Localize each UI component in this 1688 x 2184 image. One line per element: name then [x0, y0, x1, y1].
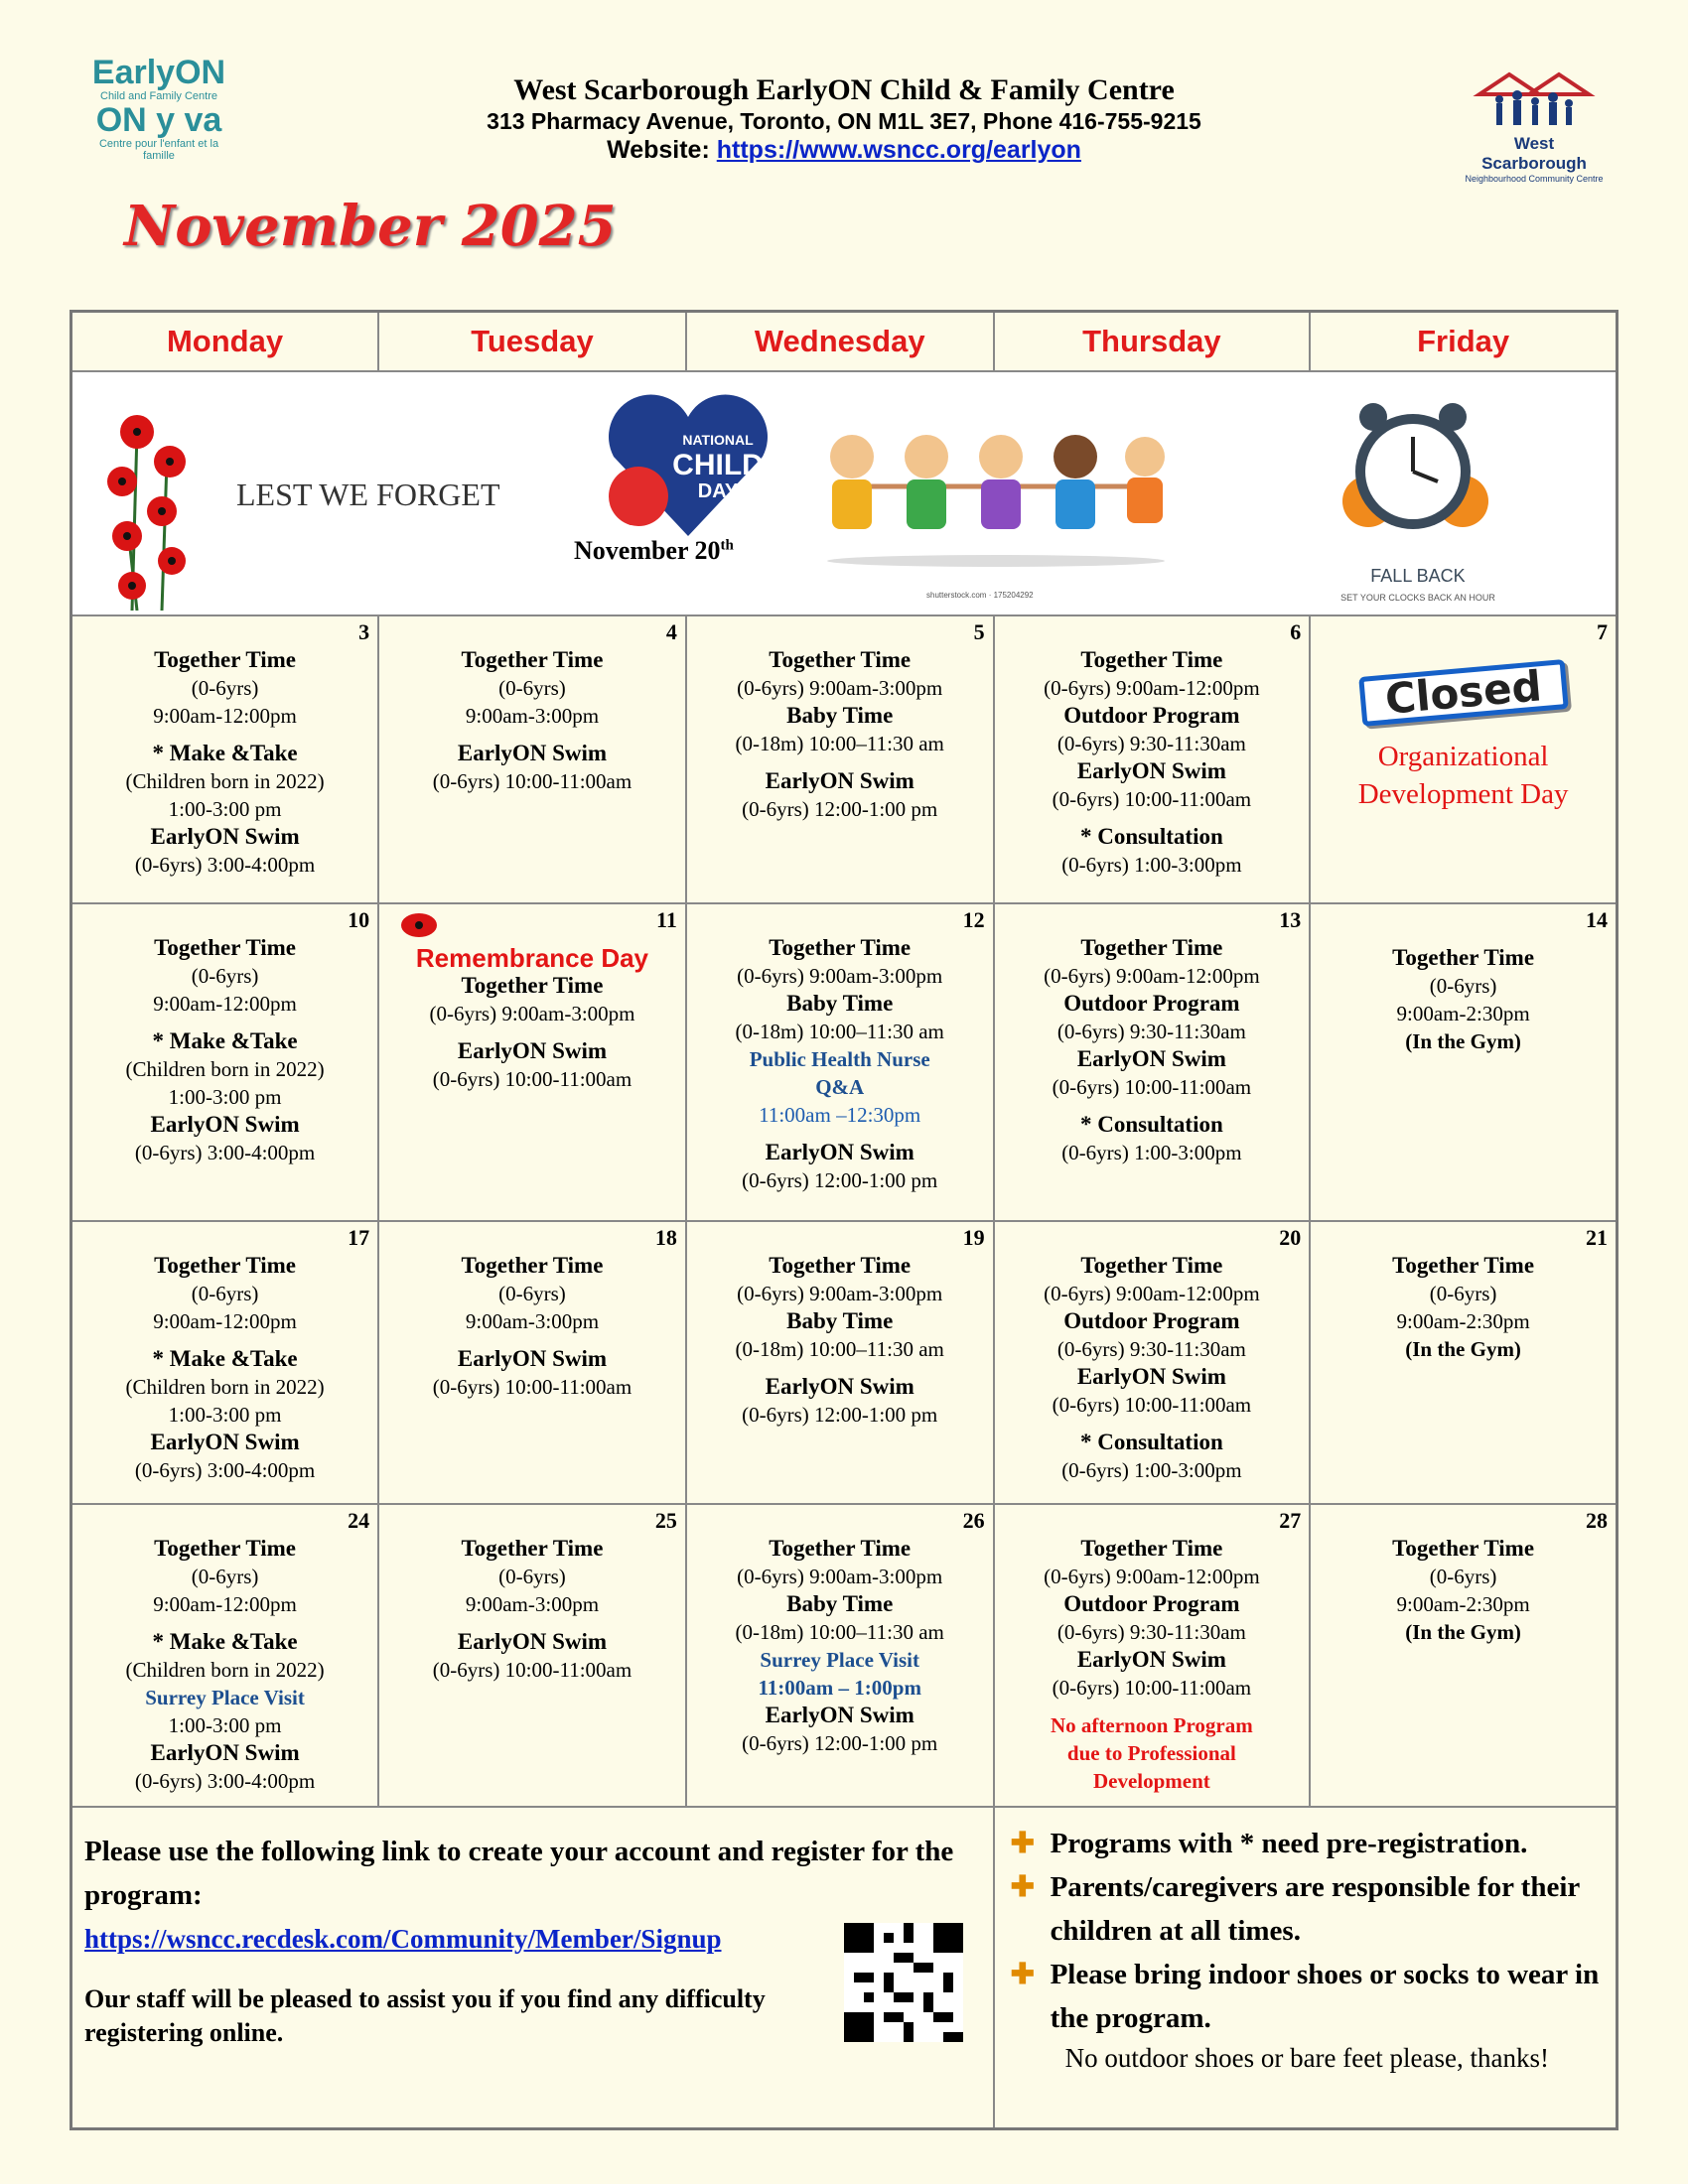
stock-credit: shutterstock.com · 175204292	[926, 591, 1034, 600]
program-detail: (0-6yrs) 1:00-3:00pm	[1061, 1141, 1242, 1164]
program-detail: 9:00am-3:00pm	[465, 1592, 600, 1616]
day-cell	[994, 615, 1311, 903]
fall-back-clock-icon	[1314, 392, 1512, 551]
calendar-weeks	[71, 615, 1618, 1807]
day-number: 24	[348, 1508, 370, 1533]
day-cell	[994, 903, 1311, 1221]
spacer	[379, 1618, 685, 1628]
program-detail: (0-6yrs)	[498, 1565, 566, 1588]
weekday-friday: Friday	[1310, 312, 1617, 372]
program-title: * Consultation	[1079, 1430, 1223, 1454]
day-cell	[1310, 1221, 1617, 1504]
org-address: 313 Pharmacy Avenue, Toronto, ON M1L 3E7, Phone 416-755-9215	[487, 108, 1201, 134]
spacer	[379, 1335, 685, 1345]
earlyon-logo: EarlyON Child and Family Centre ON y va Centre pour l'enfant et la famille	[91, 54, 226, 162]
program-title: Together Time	[461, 1536, 604, 1561]
poppy-icon	[399, 910, 439, 940]
special-event: 11:00am – 1:00pm	[758, 1676, 921, 1700]
fall-back-subtext: SET YOUR CLOCKS BACK AN HOUR	[1340, 593, 1495, 603]
program-title: Together Time	[154, 1253, 297, 1278]
week-row	[71, 903, 1618, 1221]
spacer	[72, 1618, 377, 1628]
day-cell	[994, 1221, 1311, 1504]
program-title: EarlyON Swim	[765, 1374, 914, 1399]
month-title: November 2025	[124, 194, 617, 259]
program-title: EarlyON Swim	[457, 741, 608, 765]
program-detail: (0-6yrs)	[498, 1282, 566, 1305]
remembrance-day-label: Remembrance Day	[415, 943, 649, 973]
notice-text: No afternoon Program	[1051, 1713, 1253, 1737]
program-title: EarlyON Swim	[1076, 1647, 1226, 1672]
day-cell	[378, 1221, 686, 1504]
program-title: EarlyON Swim	[765, 1703, 914, 1727]
program-detail: 1:00-3:00 pm	[168, 797, 282, 821]
day-cell	[686, 1504, 994, 1807]
program-detail: (0-6yrs) 10:00-11:00am	[1052, 1393, 1252, 1417]
program-detail: (0-6yrs) 10:00-11:00am	[1052, 1676, 1252, 1700]
spacer	[1311, 934, 1616, 944]
day-number: 3	[358, 619, 370, 644]
program-detail: (0-6yrs) 10:00-11:00am	[432, 1067, 633, 1091]
program-detail: (0-6yrs)	[191, 676, 259, 700]
note-item: ✚ Please bring indoor shoes or socks to wear in the program.	[1010, 1959, 1600, 2034]
program-detail: 9:00am-12:00pm	[153, 992, 297, 1016]
program-title: Baby Time	[786, 991, 894, 1016]
program-title: Together Time	[769, 647, 912, 672]
fall-back-text: FALL BACK	[1370, 566, 1466, 586]
program-detail: (0-6yrs) 9:00am-3:00pm	[737, 1282, 943, 1305]
registration-text: Please use the following link to create your account and register for the program:	[84, 1836, 954, 1911]
signup-link[interactable]: https://wsncc.recdesk.com/Community/Member/Signup	[84, 1924, 722, 1954]
program-title: Outdoor Program	[1063, 1308, 1240, 1333]
program-title: Outdoor Program	[1063, 1591, 1240, 1616]
program-detail: (0-6yrs) 9:00am-12:00pm	[1044, 1282, 1260, 1305]
poppy-flowers-icon	[92, 402, 202, 611]
day-number: 17	[348, 1225, 370, 1250]
program-title: Baby Time	[786, 1308, 894, 1333]
program-title: EarlyON Swim	[457, 1038, 608, 1063]
outdoor-shoes-note: No outdoor shoes or bare feet please, thanks!	[1064, 2043, 1549, 2073]
day-cell	[686, 1221, 994, 1504]
weekday-tuesday: Tuesday	[378, 312, 686, 372]
program-title: Together Time	[1392, 1253, 1535, 1278]
program-title: EarlyON Swim	[150, 824, 300, 849]
program-title: EarlyON Swim	[150, 1112, 300, 1137]
day-number: 4	[665, 619, 677, 644]
day-cell	[994, 1504, 1311, 1807]
program-detail: 9:00am-12:00pm	[153, 1592, 297, 1616]
program-title: Together Time	[1392, 1536, 1535, 1561]
program-detail: (0-6yrs) 10:00-11:00am	[432, 769, 633, 793]
special-event: Surrey Place Visit	[760, 1648, 919, 1672]
program-detail: (0-6yrs) 12:00-1:00 pm	[742, 1403, 938, 1427]
program-location: (In the Gym)	[1405, 1620, 1521, 1644]
program-title: Outdoor Program	[1063, 703, 1240, 728]
program-title: Baby Time	[786, 703, 894, 728]
program-title: Baby Time	[786, 1591, 894, 1616]
program-detail: 9:00am-12:00pm	[153, 704, 297, 728]
week-row	[71, 615, 1618, 903]
program-detail: (0-6yrs)	[191, 1282, 259, 1305]
spacer	[995, 1101, 1310, 1111]
spacer	[687, 1363, 993, 1373]
day-cell	[1310, 1504, 1617, 1807]
program-location: (In the Gym)	[1405, 1337, 1521, 1361]
week-row	[71, 1504, 1618, 1807]
program-detail: (0-6yrs)	[191, 1565, 259, 1588]
program-detail: (0-6yrs) 10:00-11:00am	[1052, 787, 1252, 811]
program-title: Together Time	[769, 935, 912, 960]
registration-info	[71, 1807, 994, 2129]
program-detail: (0-6yrs) 3:00-4:00pm	[134, 1141, 316, 1164]
program-title: EarlyON Swim	[765, 1140, 914, 1164]
day-cell	[71, 615, 379, 903]
day-cell	[1310, 903, 1617, 1221]
qr-code-icon	[844, 1923, 963, 2042]
assist-text: Our staff will be pleased to assist you if you find any difficulty registering online.	[84, 1984, 766, 2047]
program-detail: (0-6yrs) 9:00am-12:00pm	[1044, 676, 1260, 700]
program-title: EarlyON Swim	[150, 1430, 300, 1454]
day-number: 20	[1279, 1225, 1302, 1250]
weekday-wednesday: Wednesday	[686, 312, 994, 372]
program-detail: (0-6yrs) 10:00-11:00am	[432, 1375, 633, 1399]
day-number: 13	[1279, 907, 1302, 932]
day-number: 21	[1586, 1225, 1608, 1250]
program-detail: (Children born in 2022)	[125, 769, 325, 793]
program-title: EarlyON Swim	[765, 768, 914, 793]
day-number: 28	[1586, 1508, 1608, 1533]
program-title: * Consultation	[1079, 1112, 1223, 1137]
program-title: Together Time	[1080, 1253, 1223, 1278]
day-number: 5	[973, 619, 985, 644]
program-detail: (0-6yrs) 10:00-11:00am	[432, 1658, 633, 1682]
day-number: 10	[348, 907, 370, 932]
notice-text: due to Professional	[1066, 1741, 1236, 1765]
program-detail: (Children born in 2022)	[125, 1375, 325, 1399]
program-detail: (0-6yrs) 9:30-11:30am	[1056, 1620, 1246, 1644]
day-number: 6	[1290, 619, 1302, 644]
weekday-header-row	[71, 312, 1618, 372]
program-detail: (0-6yrs) 9:00am-3:00pm	[737, 676, 943, 700]
program-detail: (0-6yrs) 12:00-1:00 pm	[742, 1731, 938, 1755]
spacer	[72, 1018, 377, 1027]
program-detail: (0-18m) 10:00–11:30 am	[735, 1337, 944, 1361]
program-title: Together Time	[769, 1536, 912, 1561]
program-title: EarlyON Swim	[1076, 1046, 1226, 1071]
program-detail: (0-6yrs) 9:00am-12:00pm	[1044, 1565, 1260, 1588]
spacer	[995, 813, 1310, 823]
program-detail: (0-6yrs) 9:00am-3:00pm	[737, 1565, 943, 1588]
program-detail: (0-6yrs) 1:00-3:00pm	[1061, 853, 1242, 877]
program-title: Together Time	[769, 1253, 912, 1278]
program-title: * Make &Take	[152, 741, 298, 765]
org-name: West Scarborough EarlyON Child & Family Centre	[513, 73, 1175, 106]
banner-row	[71, 371, 1618, 615]
program-title: Together Time	[461, 1253, 604, 1278]
program-detail: (0-6yrs) 9:30-11:30am	[1056, 732, 1246, 755]
weekday-thursday: Thursday	[994, 312, 1311, 372]
program-detail: (0-6yrs) 9:00am-3:00pm	[737, 964, 943, 988]
calendar-table	[70, 310, 1618, 2130]
program-detail: (Children born in 2022)	[125, 1658, 325, 1682]
program-detail: 9:00am-3:00pm	[465, 704, 600, 728]
program-detail: (0-6yrs)	[1429, 974, 1497, 998]
day-cell	[378, 1504, 686, 1807]
day-cell	[71, 1221, 379, 1504]
community-people-icon	[1470, 69, 1599, 129]
program-title: * Make &Take	[152, 1629, 298, 1654]
special-event-time: 11:00am –12:30pm	[759, 1103, 921, 1127]
website-line: Website: https://www.wsncc.org/earlyon	[607, 136, 1081, 164]
day-number: 14	[1586, 907, 1608, 932]
program-title: * Make &Take	[152, 1346, 298, 1371]
program-detail: 1:00-3:00 pm	[168, 1085, 282, 1109]
day-number: 27	[1279, 1508, 1302, 1533]
program-detail: (0-6yrs) 9:30-11:30am	[1056, 1020, 1246, 1043]
program-detail: (0-6yrs) 1:00-3:00pm	[1061, 1458, 1242, 1482]
program-detail: (Children born in 2022)	[125, 1057, 325, 1081]
weekday-monday: Monday	[71, 312, 379, 372]
program-title: Together Time	[154, 647, 297, 672]
banner-cell	[71, 371, 1618, 615]
day-cell	[71, 903, 379, 1221]
program-detail: (0-6yrs)	[498, 676, 566, 700]
closed-sign: Closed	[1358, 659, 1568, 727]
program-detail: 9:00am-2:30pm	[1396, 1002, 1530, 1025]
program-detail: (0-6yrs) 9:00am-3:00pm	[429, 1002, 635, 1025]
program-detail: (0-18m) 10:00–11:30 am	[735, 1020, 944, 1043]
special-event: Q&A	[815, 1075, 865, 1099]
program-detail: 1:00-3:00 pm	[168, 1403, 282, 1427]
lest-we-forget-text: LEST WE FORGET	[236, 477, 500, 512]
child-day-badge-text: NATIONAL CHILD DAY	[672, 432, 764, 502]
program-title: EarlyON Swim	[1076, 758, 1226, 783]
day-number: 12	[962, 907, 985, 932]
program-detail: (0-6yrs) 10:00-11:00am	[1052, 1075, 1252, 1099]
spacer	[687, 757, 993, 767]
day-number: 26	[962, 1508, 985, 1533]
spacer	[995, 1419, 1310, 1429]
spacer	[379, 1027, 685, 1037]
program-title: Together Time	[461, 973, 604, 998]
footer-row	[71, 1807, 1618, 2129]
day-number: 7	[1597, 619, 1608, 644]
program-detail: 1:00-3:00 pm	[168, 1713, 282, 1737]
program-detail: 9:00am-2:30pm	[1396, 1592, 1530, 1616]
week-row	[71, 1221, 1618, 1504]
day-cell	[686, 903, 994, 1221]
wsncc-logo: West Scarborough Neighbourhood Community Centre	[1460, 69, 1609, 179]
day-cell	[71, 1504, 379, 1807]
program-title: Together Time	[1080, 647, 1223, 672]
program-title: EarlyON Swim	[457, 1346, 608, 1371]
special-event: Public Health Nurse	[749, 1047, 930, 1071]
program-title: Together Time	[154, 935, 297, 960]
day-number: 11	[656, 907, 677, 932]
program-title: EarlyON Swim	[457, 1629, 608, 1654]
day-cell	[1310, 615, 1617, 903]
program-detail: 9:00am-12:00pm	[153, 1309, 297, 1333]
program-detail: (0-6yrs) 9:00am-12:00pm	[1044, 964, 1260, 988]
program-detail: (0-6yrs) 9:30-11:30am	[1056, 1337, 1246, 1361]
day-cell	[686, 615, 994, 903]
program-title: Together Time	[1080, 1536, 1223, 1561]
program-title: Outdoor Program	[1063, 991, 1240, 1016]
notice-text: Development	[1092, 1769, 1210, 1793]
spacer	[72, 730, 377, 740]
special-event: Surrey Place Visit	[145, 1686, 305, 1709]
program-detail: (0-6yrs) 12:00-1:00 pm	[742, 1168, 938, 1192]
centre-header	[298, 73, 1390, 165]
day-cell	[378, 903, 686, 1221]
program-title: Together Time	[154, 1536, 297, 1561]
program-title: * Consultation	[1079, 824, 1223, 849]
spacer	[379, 730, 685, 740]
program-detail: (0-6yrs) 3:00-4:00pm	[134, 1769, 316, 1793]
note-item: ✚ Programs with * need pre-registration.	[1010, 1828, 1528, 1859]
program-title: Together Time	[461, 647, 604, 672]
program-title: EarlyON Swim	[1076, 1364, 1226, 1389]
program-detail: 9:00am-2:30pm	[1396, 1309, 1530, 1333]
program-detail: (0-6yrs) 3:00-4:00pm	[134, 853, 316, 877]
spacer	[72, 1335, 377, 1345]
day-number: 25	[654, 1508, 677, 1533]
program-notes	[994, 1807, 1618, 2129]
program-title: EarlyON Swim	[150, 1740, 300, 1765]
spacer	[995, 1702, 1310, 1711]
program-detail: (0-6yrs) 3:00-4:00pm	[134, 1458, 316, 1482]
child-day-date: November 20th	[574, 536, 734, 565]
note-item: ✚ Parents/caregivers are responsible for their children at all times.	[1010, 1871, 1580, 1947]
program-detail: 9:00am-3:00pm	[465, 1309, 600, 1333]
program-location: (In the Gym)	[1405, 1029, 1521, 1053]
day-number: 18	[654, 1225, 677, 1250]
website-link[interactable]: https://www.wsncc.org/earlyon	[716, 136, 1081, 164]
spacer	[687, 1129, 993, 1139]
program-detail: (0-6yrs)	[191, 964, 259, 988]
program-detail: (0-6yrs)	[1429, 1282, 1497, 1305]
program-detail: (0-6yrs) 12:00-1:00 pm	[742, 797, 938, 821]
program-title: Together Time	[1080, 935, 1223, 960]
day-cell	[378, 615, 686, 903]
program-detail: (0-18m) 10:00–11:30 am	[735, 1620, 944, 1644]
closure-reason: Organizational Development Day	[1357, 741, 1569, 810]
program-detail: (0-18m) 10:00–11:30 am	[735, 732, 944, 755]
day-number: 19	[962, 1225, 985, 1250]
program-detail: (0-6yrs)	[1429, 1565, 1497, 1588]
program-title: Together Time	[1392, 945, 1535, 970]
children-holding-hands-icon	[807, 412, 1185, 571]
program-title: * Make &Take	[152, 1028, 298, 1053]
